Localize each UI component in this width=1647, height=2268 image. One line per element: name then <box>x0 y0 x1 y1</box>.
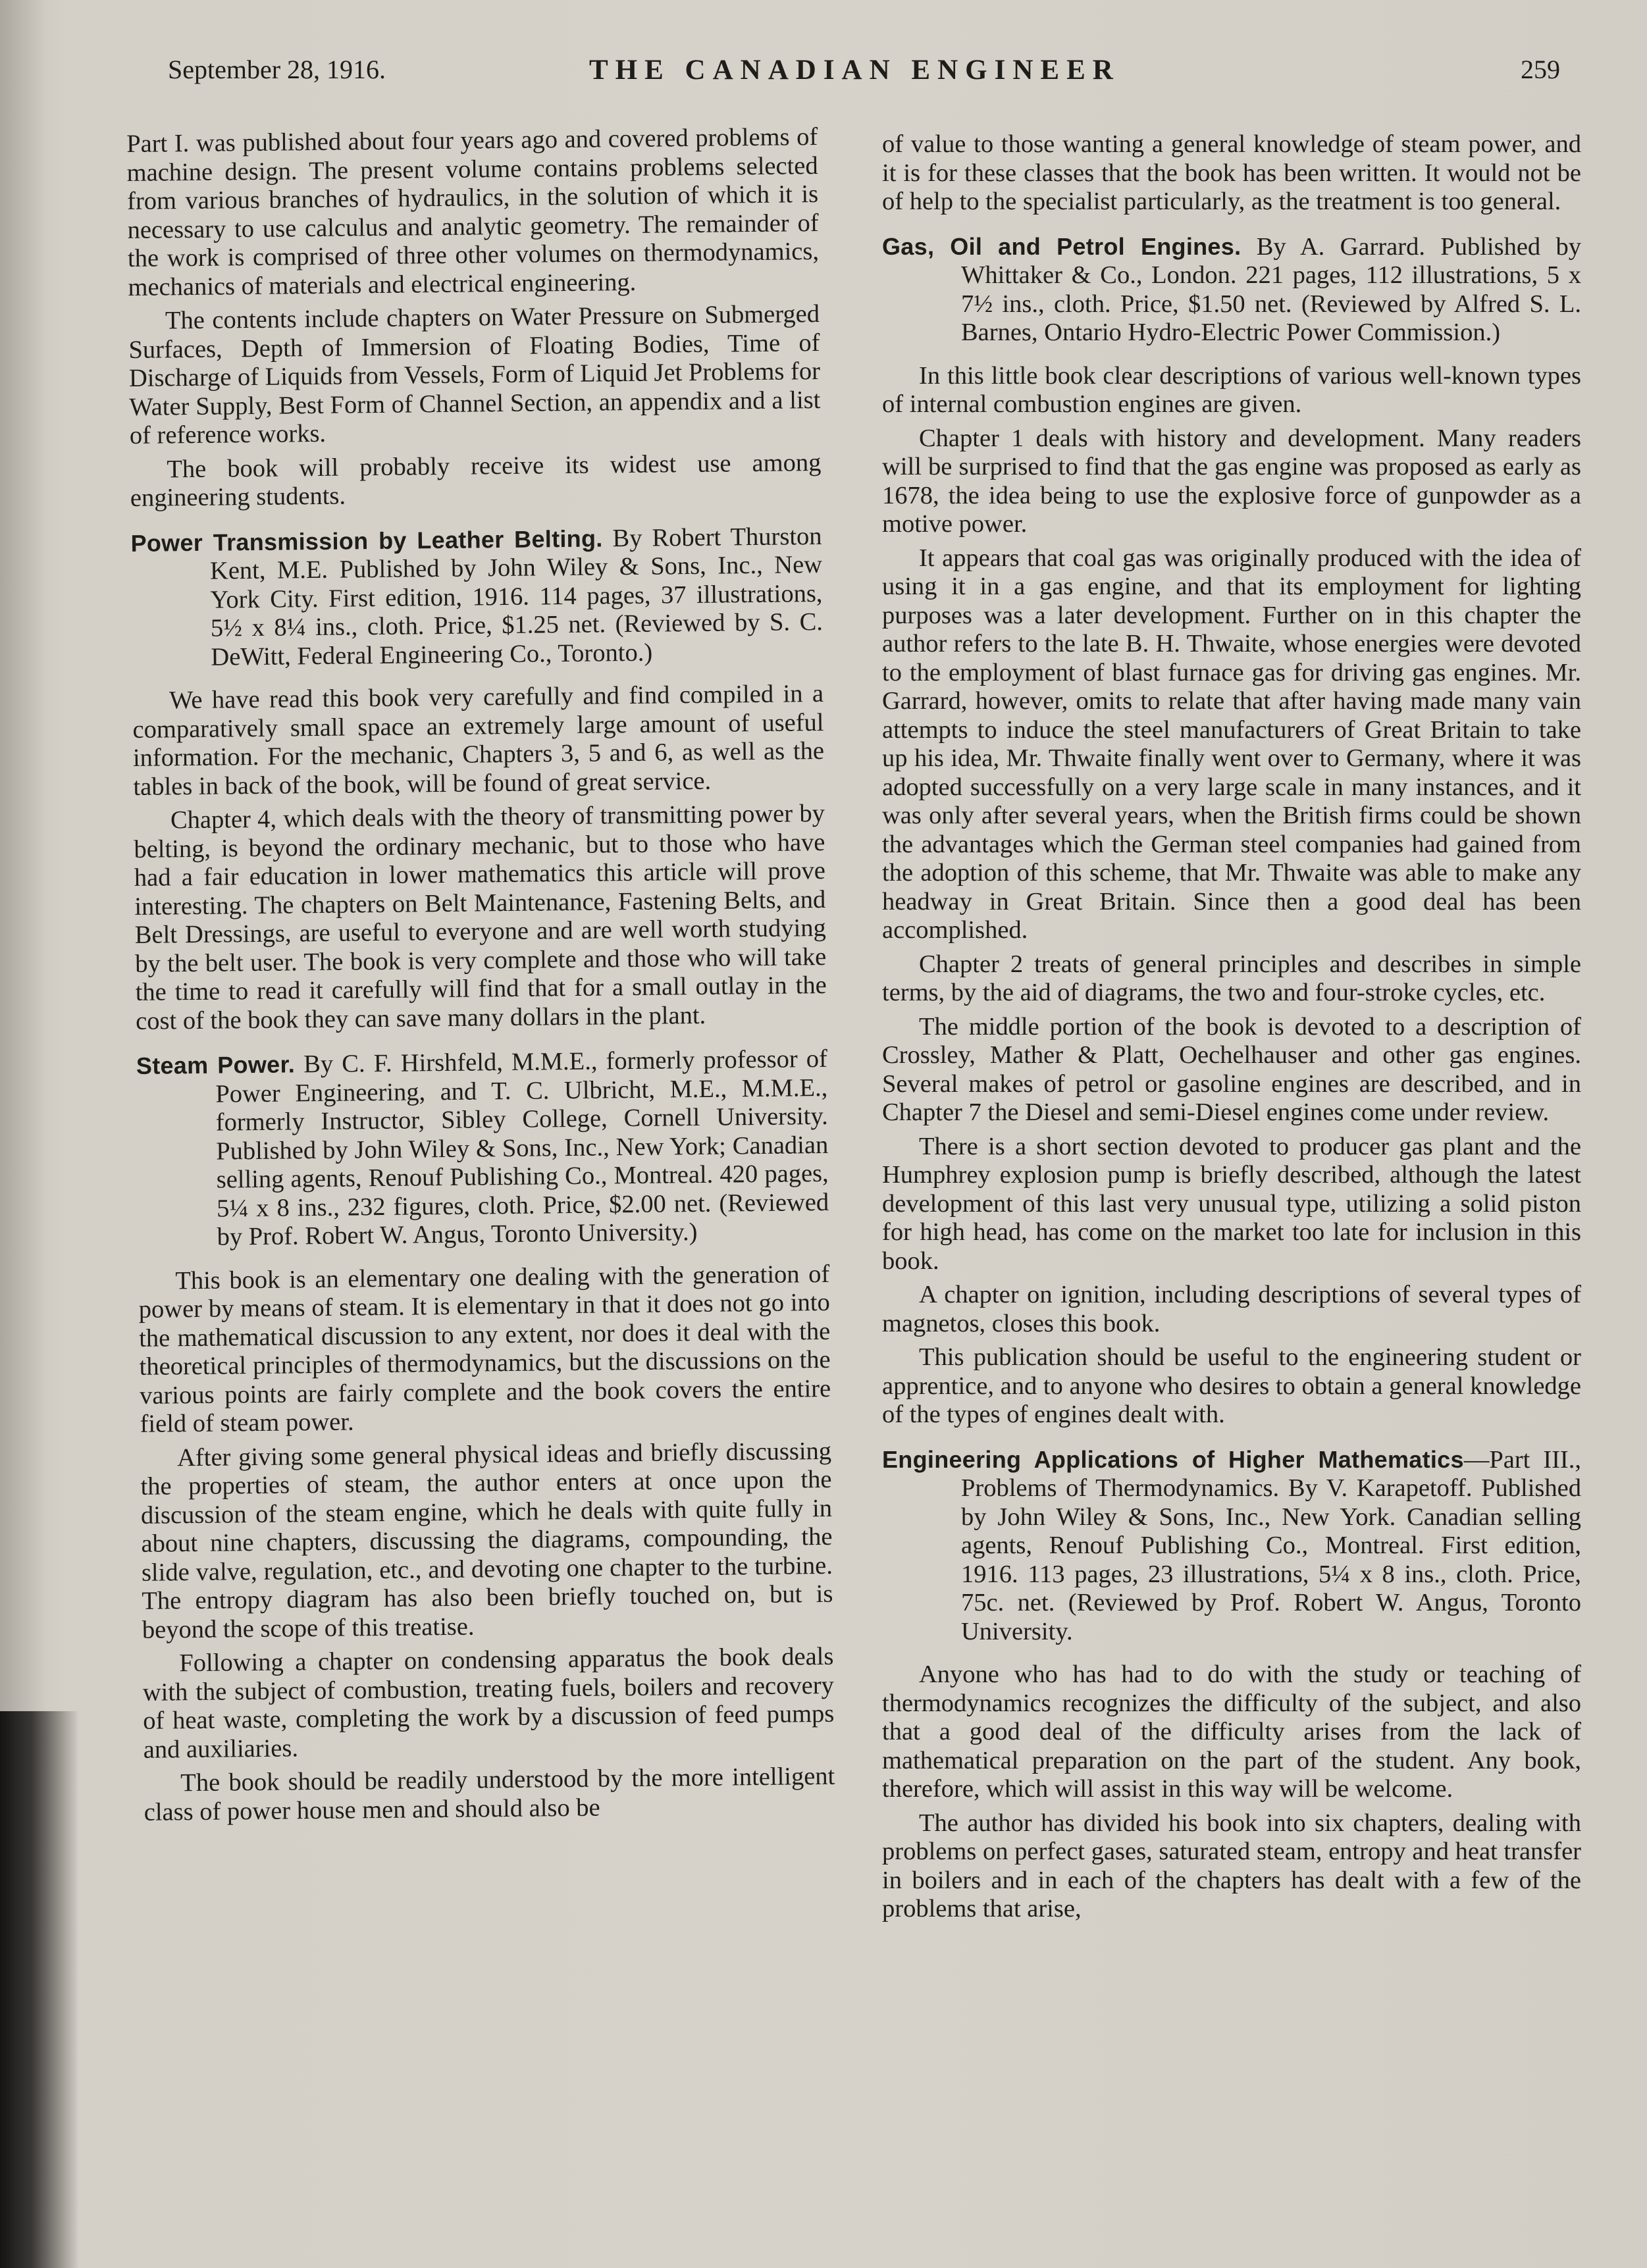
right-column <box>882 130 1581 1929</box>
running-header <box>168 54 1560 100</box>
intro-paragraph: Part I. was published about four years ago and covered problems of machine design. The present volume contains problems selected from various branches of hydraulics, in the solution of which it is necessary to use calculus and analytic geometry. The remainder of the work is comprised of three other volumes on thermodynamics, mechanics of materials and electrical engineering. <box>126 123 820 301</box>
page-number: 259 <box>1521 55 1560 84</box>
review-details: By A. Garrard. Published by Whittaker & Co., London. 221 pages, 112 illustrations, 5 x 7½ ins., cloth. Price, $1.50 net. (Reviewed by Alfred S. L. Barnes, Ontario Hydro-Electric Power Commission.) <box>961 232 1581 346</box>
page-shadow <box>0 0 46 1711</box>
review-title: Engineering Applications of Higher Mathematics <box>882 1445 1464 1473</box>
review-title: Steam Power. <box>136 1050 296 1079</box>
review-paragraph: Chapter 1 deals with history and development. Many readers will be surprised to find that the gas engine was proposed as early as 1678, the idea being to use the explosive force of gunpowder as a motive power. <box>882 424 1581 538</box>
continuation-paragraph: of value to those wanting a general knowledge of steam power, and it is for these classes that the book has been written. It would not be of help to the specialist particularly, as the treatment is too general. <box>882 130 1581 215</box>
review-paragraph: It appears that coal gas was originally produced with the idea of using it in a gas engine, and that its employment for lighting purposes was a later development. Further on in this chapter the author refers to the late B. H. Thwaite, whose energies were devoted to the employment of blast furnace gas for driving gas engines. Mr. Garrard, however, omits to relate that after having made many vain attempts to induce the steel manufacturers of Great Britain to take up his idea, Mr. Thwaite finally went over to Germany, where it was adopted successfully on a very large scale in many instances, and it was only after several years, when the British firms could be shown the advantages which the German steel companies had gained from the adoption of this scheme, that Mr. Thwaite was able to make any headway in Great Britain. Since then a good deal has been accomplished. <box>882 544 1581 944</box>
review-title: Gas, Oil and Petrol Engines. <box>882 232 1242 260</box>
review-paragraph: A chapter on ignition, including descriptions of several types of magnetos, closes this book. <box>882 1281 1581 1337</box>
review-paragraph: Following a chapter on condensing apparatus the book deals with the subject of combustion, treating fuels, boilers and recovery of heat waste, completing the work by a discussion of feed pumps and auxiliaries. <box>142 1642 835 1764</box>
review-heading-higher-mathematics <box>882 1445 1581 1647</box>
journal-title: THE CANADIAN ENGINEER <box>589 55 1120 86</box>
issue-date: September 28, 1916. <box>168 55 386 84</box>
review-heading-gas-engines <box>882 232 1581 348</box>
review-paragraph: Chapter 4, which deals with the theory of transmitting power by belting, is beyond the ordinary mechanic, but to those who have had a fair education in lower mathematics this article will prove interesting. The chapters on Belt Maintenance, Fastening Belts, and Belt Dressings, are useful to everyone and are well worth studying by the belt user. The book is very complete and those who will take the time to read it carefully will find that for a small outlay in the cost of the book they can save many dollars in the plant. <box>134 799 827 1035</box>
review-paragraph: The book should be readily understood by the more intelligent class of power house men and should also be <box>144 1762 835 1826</box>
review-details: —Part III., Problems of Thermodynamics. By V. Karapetoff. Published by John Wiley & Sons, Inc., New York. Canadian selling agents, Renouf Publishing Co., Montreal. First edition, 1916. 113 pages, 23 illustrations, 5¼ x 8 ins., cloth. Price, 75c. net. (Reviewed by Prof. Robert W. Angus, Toronto University. <box>961 1445 1581 1645</box>
left-column <box>126 123 835 1832</box>
review-paragraph: Anyone who has had to do with the study or teaching of thermodynamics recognizes the difficulty of the subject, and also that a good deal of the difficulty arises from the lack of mathematical preparation on the part of the student. Any book, therefore, which will assist in this way will be welcome. <box>882 1661 1581 1803</box>
review-paragraph: The middle portion of the book is devoted to a description of Crossley, Mather & Platt, Oechelhauser and other gas engines. Several makes of petrol or gasoline engines are described, and in Chapter 7 the Diesel and semi-Diesel engines come under review. <box>882 1012 1581 1126</box>
review-heading-steam-power <box>136 1044 829 1252</box>
review-paragraph: This book is an elementary one dealing with the generation of power by means of steam. It is elementary in that it does not go into the mathematical discussion to any extent, nor does it deal with the theoretical principles of thermodynamics, but the discussions on the various points are fairly complete and the book covers the entire field of steam power. <box>138 1260 831 1438</box>
binding-shadow <box>0 1711 79 2268</box>
review-paragraph: We have read this book very carefully and find compiled in a comparatively small space an extremely large amount of useful information. For the mechanic, Chapters 3, 5 and 6, as well as the tables in back of the book, will be found of great service. <box>132 679 825 801</box>
review-title: Power Transmission by Leather Belting. <box>130 524 603 557</box>
review-heading-leather-belting <box>130 521 823 672</box>
intro-paragraph: The contents include chapters on Water Pressure on Submerged Surfaces, Depth of Immersion of Floating Bodies, Time of Discharge of Liquids from Vessels, Form of Liquid Jet Problems for Water Supply, Best Form of Channel Section, an appendix and a list of reference works. <box>128 299 821 450</box>
review-paragraph: In this little book clear descriptions of various well-known types of internal combustion engines are given. <box>882 361 1581 418</box>
intro-paragraph: The book will probably receive its widest use among engineering students. <box>130 448 822 512</box>
review-details: By Robert Thurston Kent, M.E. Published by John Wiley & Sons, Inc., New York City. First edition, 1916. 114 pages, 37 illustrations, 5½ x 8¼ ins., cloth. Price, $1.25 net. (Reviewed by S. C. DeWitt, Federal Engineering Co., Toronto.) <box>209 522 824 671</box>
review-paragraph: After giving some general physical ideas and briefly discussing the properties of steam, the author enters at once upon the discussion of the steam engine, which he deals with quite fully in about nine chapters, discussing the diagrams, compounding, the slide valve, regulation, etc., and devoting one chapter to the turbine. The entropy diagram has also been briefly touched on, but is beyond the scope of this treatise. <box>140 1437 833 1644</box>
review-details: By C. F. Hirshfeld, M.M.E., formerly professor of Power Engineering, and T. C. Ulbricht, M.E., M.M.E., formerly Instructor, Sibley College, Cornell University. Published by John Wiley & Sons, Inc., New York; Canadian selling agents, Renouf Publishing Co., Montreal. 420 pages, 5¼ x 8 ins., 232 figures, cloth. Price, $2.00 net. (Reviewed by Prof. Robert W. Angus, Toronto University.) <box>215 1044 829 1251</box>
review-paragraph: There is a short section devoted to producer gas plant and the Humphrey explosion pump is briefly described, although the latest development of this last very unusual type, utilizing a solid piston for high head, has come on the market too late for inclusion in this book. <box>882 1132 1581 1275</box>
review-paragraph: This publication should be useful to the engineering student or apprentice, and to anyone who desires to obtain a general knowledge of the types of engines dealt with. <box>882 1343 1581 1428</box>
review-paragraph: Chapter 2 treats of general principles and describes in simple terms, by the aid of diagrams, the two and four-stroke cycles, etc. <box>882 950 1581 1006</box>
review-paragraph: The author has divided his book into six chapters, dealing with problems on perfect gases, saturated steam, entropy and heat transfer in boilers and in each of the chapters has dealt with a few of the problems that arise, <box>882 1809 1581 1922</box>
